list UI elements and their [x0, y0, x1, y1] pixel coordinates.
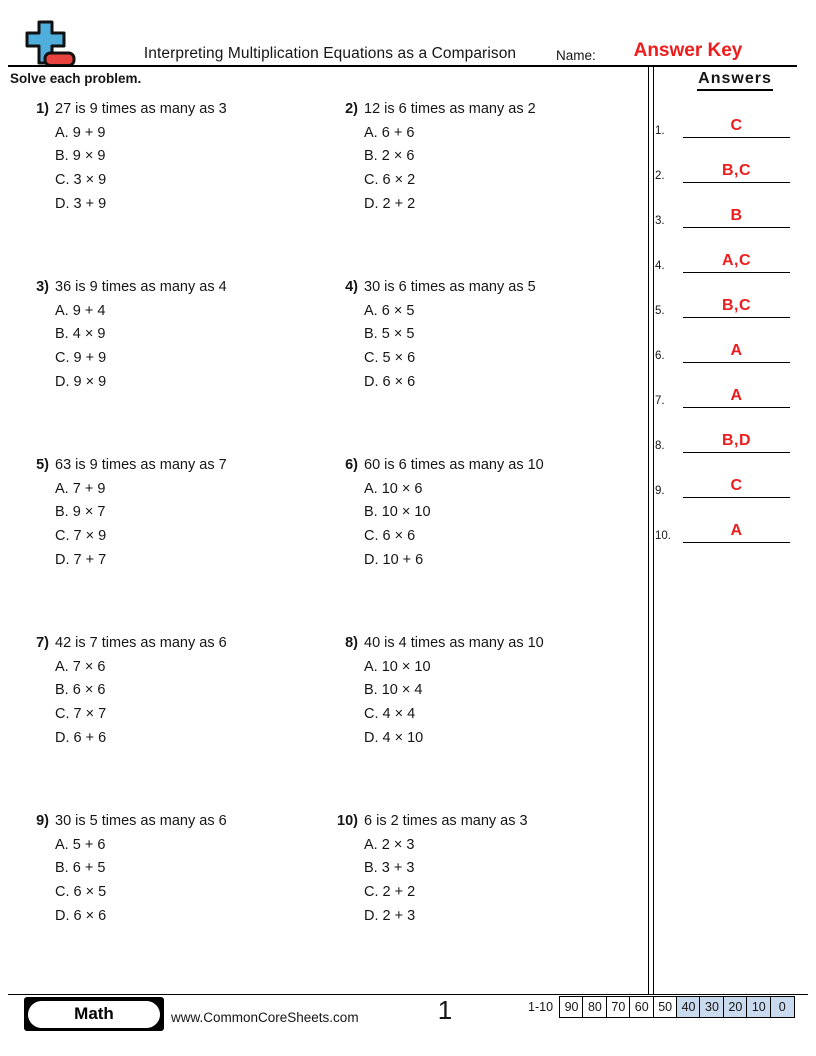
answer-item [653, 247, 793, 273]
problem-option: C. 2 + 2 [364, 884, 416, 901]
answer-blank-line [683, 517, 790, 543]
problem-option: A. 10 × 10 [364, 658, 431, 675]
problem-7 [26, 632, 331, 751]
name-label: Name: [556, 48, 596, 63]
problem-option: B. 5 × 5 [364, 326, 415, 343]
answer-blank-line [683, 427, 790, 453]
answer-number: 5. [655, 305, 665, 317]
score-cell: 0 [770, 996, 795, 1018]
problem-option: D. 2 + 2 [364, 195, 416, 212]
problem-option: D. 4 × 10 [364, 729, 424, 746]
problem-option: C. 9 + 9 [55, 350, 107, 367]
answer-number: 9. [655, 485, 665, 497]
problem-option: D. 6 × 6 [364, 373, 416, 390]
answer-value: B,D [721, 432, 752, 449]
problem-1 [26, 98, 331, 217]
problem-option: A. 2 × 3 [364, 836, 415, 853]
answer-blank-line [683, 157, 790, 183]
problem-10 [335, 810, 640, 929]
problem-option: C. 6 × 5 [55, 884, 107, 901]
answer-blank-line [683, 202, 790, 228]
problem-option: A. 9 + 9 [55, 124, 106, 141]
problem-6 [335, 454, 640, 573]
problem-question: 63 is 9 times as many as 7 [55, 457, 227, 473]
problem-option: B. 2 × 6 [364, 148, 415, 165]
problem-option: B. 4 × 9 [55, 326, 106, 343]
problem-number: 2) [345, 101, 358, 117]
problem-9 [26, 810, 331, 929]
score-cell: 60 [629, 996, 654, 1018]
answer-value: C [730, 477, 743, 494]
problem-option: D. 6 + 6 [55, 729, 107, 746]
problem-option: C. 6 × 2 [364, 172, 416, 189]
answer-blank-line [683, 112, 790, 138]
score-cell: 80 [582, 996, 607, 1018]
problem-option: C. 5 × 6 [364, 350, 416, 367]
problem-option: D. 3 + 9 [55, 195, 107, 212]
answer-item [653, 157, 793, 183]
problem-number: 1) [36, 101, 49, 117]
problem-option: B. 6 × 6 [55, 682, 106, 699]
score-cell: 20 [723, 996, 748, 1018]
problem-option: A. 6 × 5 [364, 302, 415, 319]
problem-option: A. 7 × 6 [55, 658, 106, 675]
problem-option: C. 7 × 9 [55, 528, 107, 545]
answer-item [653, 112, 793, 138]
answer-value: B [730, 207, 743, 224]
answer-value: A [730, 522, 743, 539]
answer-item [653, 382, 793, 408]
problem-option: D. 9 × 9 [55, 373, 107, 390]
answer-number: 1. [655, 125, 665, 137]
problem-question: 40 is 4 times as many as 10 [364, 635, 544, 651]
answer-value: C [730, 117, 743, 134]
answer-value: A [730, 342, 743, 359]
answer-item [653, 202, 793, 228]
problem-option: D. 6 × 6 [55, 907, 107, 924]
answer-key-text: Answer Key [633, 40, 743, 61]
page-number: 1 [437, 995, 453, 1025]
header-divider [8, 65, 797, 67]
answer-item [653, 517, 793, 543]
problem-option: B. 10 × 10 [364, 504, 431, 521]
problem-option: A. 9 + 4 [55, 302, 106, 319]
problem-question: 6 is 2 times as many as 3 [364, 813, 528, 829]
problem-option: C. 3 × 9 [55, 172, 107, 189]
problem-option: C. 4 × 4 [364, 706, 416, 723]
answer-number: 3. [655, 215, 665, 227]
problem-option: C. 7 × 7 [55, 706, 107, 723]
problem-option: B. 3 + 3 [364, 860, 415, 877]
problem-option: B. 9 × 9 [55, 148, 106, 165]
answer-value: A [730, 387, 743, 404]
answer-blank-line [683, 337, 790, 363]
problem-question: 12 is 6 times as many as 2 [364, 101, 536, 117]
answer-number: 10. [655, 530, 671, 542]
answers-heading: Answers [670, 70, 800, 91]
problem-question: 60 is 6 times as many as 10 [364, 457, 544, 473]
score-strip [528, 996, 795, 1018]
problem-number: 9) [36, 813, 49, 829]
problem-question: 42 is 7 times as many as 6 [55, 635, 227, 651]
website-text: www.CommonCoreSheets.com [171, 1010, 359, 1025]
score-cell: 30 [699, 996, 724, 1018]
problem-question: 30 is 6 times as many as 5 [364, 279, 536, 295]
problem-option: A. 6 + 6 [364, 124, 415, 141]
problem-option: B. 9 × 7 [55, 504, 106, 521]
plus-minus-logo-icon [24, 20, 76, 68]
problem-number: 6) [345, 457, 358, 473]
answer-blank-line [683, 247, 790, 273]
score-cell: 40 [676, 996, 701, 1018]
answer-number: 4. [655, 260, 665, 272]
problem-number: 8) [345, 635, 358, 651]
instruction-text: Solve each problem. [10, 71, 142, 86]
problem-number: 3) [36, 279, 49, 295]
problem-option: A. 10 × 6 [364, 480, 423, 497]
answer-item [653, 472, 793, 498]
footer-divider [8, 994, 808, 995]
score-range-label: 1-10 [528, 1000, 554, 1014]
problem-option: D. 7 + 7 [55, 551, 107, 568]
answer-number: 6. [655, 350, 665, 362]
answer-number: 2. [655, 170, 665, 182]
problem-4 [335, 276, 640, 395]
score-cell: 70 [606, 996, 631, 1018]
answer-number: 8. [655, 440, 665, 452]
answer-blank-line [683, 472, 790, 498]
problem-option: D. 10 + 6 [364, 551, 424, 568]
problem-option: B. 10 × 4 [364, 682, 423, 699]
answer-blank-line [683, 292, 790, 318]
problem-question: 30 is 5 times as many as 6 [55, 813, 227, 829]
answer-blank-line [683, 382, 790, 408]
problem-question: 27 is 9 times as many as 3 [55, 101, 227, 117]
score-cell: 90 [559, 996, 584, 1018]
page-title: Interpreting Multiplication Equations as a Comparison [143, 45, 517, 62]
problem-option: D. 2 + 3 [364, 907, 416, 924]
problem-number: 4) [345, 279, 358, 295]
answer-value: A,C [721, 252, 752, 269]
problem-option: A. 7 + 9 [55, 480, 106, 497]
problem-number: 5) [36, 457, 49, 473]
problem-2 [335, 98, 640, 217]
problem-number: 10) [337, 813, 358, 829]
problem-8 [335, 632, 640, 751]
score-cell: 10 [746, 996, 771, 1018]
problem-5 [26, 454, 331, 573]
answer-item [653, 427, 793, 453]
answer-item [653, 337, 793, 363]
answer-item [653, 292, 793, 318]
answer-number: 7. [655, 395, 665, 407]
subject-label: Math [28, 1001, 160, 1028]
problem-option: B. 6 + 5 [55, 860, 106, 877]
answer-value: B,C [721, 162, 752, 179]
problem-option: A. 5 + 6 [55, 836, 106, 853]
problem-3 [26, 276, 331, 395]
problem-question: 36 is 9 times as many as 4 [55, 279, 227, 295]
subject-badge [24, 997, 164, 1031]
problem-option: C. 6 × 6 [364, 528, 416, 545]
answer-value: B,C [721, 297, 752, 314]
problem-number: 7) [36, 635, 49, 651]
score-cell: 50 [653, 996, 678, 1018]
